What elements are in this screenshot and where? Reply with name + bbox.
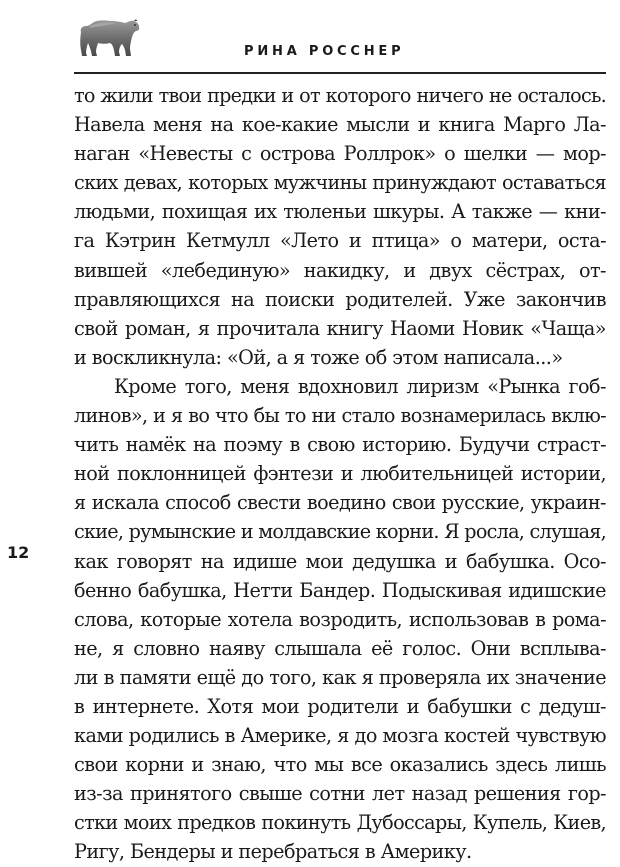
text-line: Кроме того, меня вдохновил лиризм «Рынка гоб- bbox=[114, 374, 606, 398]
text-line: Навела меня на кое-какие мысли и книга Марго Ла- bbox=[74, 113, 606, 137]
page-number: 12 bbox=[7, 543, 30, 562]
header-rule bbox=[74, 72, 606, 74]
text-line: наган «Невесты с острова Роллрок» о шелки — мор- bbox=[74, 142, 606, 166]
text-line: ских девах, которых мужчины принуждают оставаться bbox=[74, 171, 606, 195]
text-line: свой роман, я прочитала книгу Наоми Новик «Чаща» bbox=[74, 316, 606, 340]
text-line: слова, которые хотела возродить, использовав в рома- bbox=[74, 607, 606, 631]
text-line: свои корни и знаю, что мы все оказались здесь лишь bbox=[74, 753, 606, 777]
text-line: из-за принятого свыше сотни лет назад решения гор- bbox=[74, 782, 606, 806]
bear-icon bbox=[76, 10, 142, 60]
text-line: ские, румынские и молдавские корни. Я росла, слушая, bbox=[74, 520, 606, 544]
text-line: стки моих предков покинуть Дубоссары, Купель, Киев, bbox=[74, 811, 606, 835]
text-line: вившей «лебединую» накидку, и двух сёстрах, от- bbox=[74, 258, 606, 282]
text-line: Ригу, Бендеры и перебраться в Америку. bbox=[74, 840, 472, 864]
text-line: ками родились в Америке, я до мозга костей чувствую bbox=[74, 724, 606, 748]
text-line: я искала способ свести воедино свои русские, украин- bbox=[74, 491, 606, 515]
text-line: людьми, похищая их тюленьи шкуры. А также — кни- bbox=[74, 200, 606, 224]
text-line: линов», и я во что бы то ни стало вознамерилась вклю- bbox=[74, 404, 606, 428]
text-line: га Кэтрин Кетмулл «Лето и птица» о матери, оста- bbox=[74, 229, 606, 253]
text-line: ной поклонницей фэнтези и любительницей истории, bbox=[74, 462, 606, 486]
text-line: правляющихся на поиски родителей. Уже закончив bbox=[74, 287, 606, 311]
text-line: как говорят на идише мои дедушка и бабушка. Осо- bbox=[74, 549, 606, 573]
text-line: бенно бабушка, Нетти Бандер. Подыскивая идишские bbox=[74, 578, 606, 602]
text-line: не, я словно наяву слышала её голос. Они всплыва- bbox=[74, 636, 606, 660]
text-line: чить намёк на поэму в свою историю. Будучи страст- bbox=[74, 433, 606, 457]
text-line: и воскликнула: «Ой, а я тоже об этом написала...» bbox=[74, 345, 563, 369]
paragraph bbox=[74, 372, 606, 867]
text-line: в интернете. Хотя мои родители и бабушки с дедуш- bbox=[74, 694, 606, 718]
text-line: то жили твои предки и от которого ничего не осталось. bbox=[74, 84, 606, 107]
running-head: РИНА РОССНЕР bbox=[244, 44, 405, 59]
body-text bbox=[74, 81, 606, 867]
text-line: ли в памяти ещё до того, как я проверяла их значение bbox=[74, 665, 606, 689]
paragraph bbox=[74, 81, 606, 372]
